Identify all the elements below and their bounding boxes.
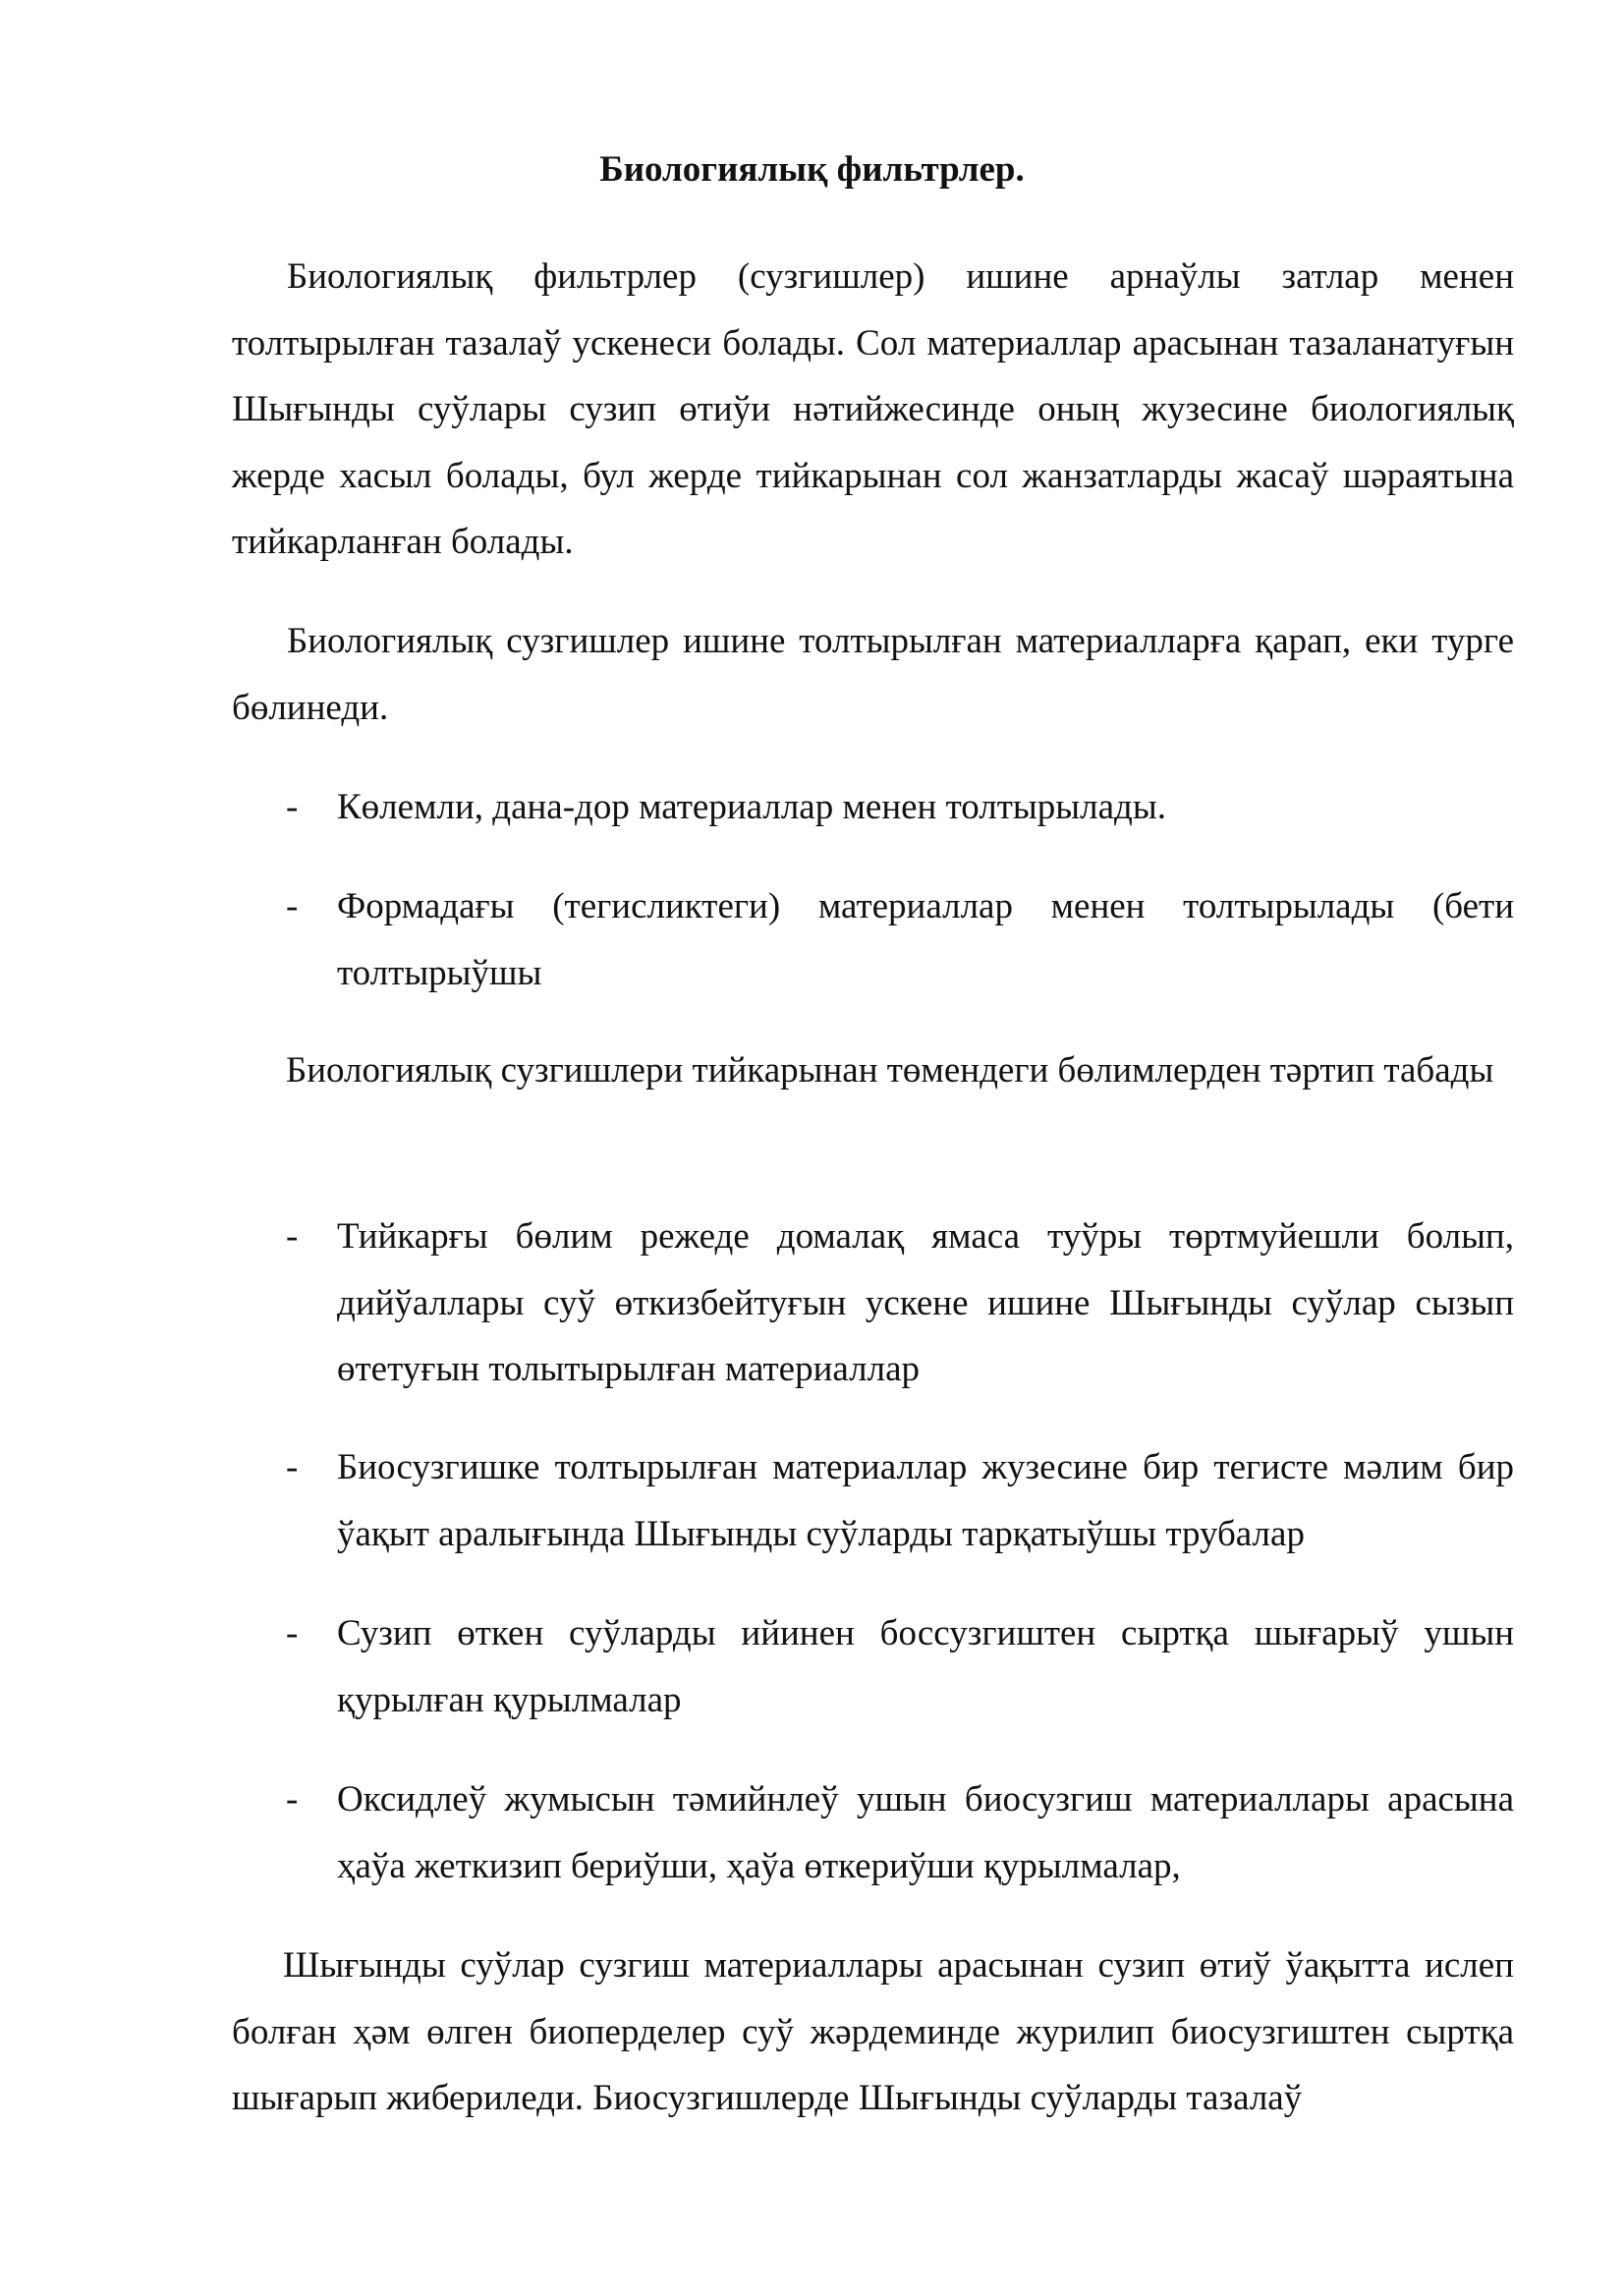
- list-item-text: Тийкарғы бөлим режеде домалақ ямаса туўры төртмуйешли болып, дийўаллары суў өткизбейтуғын ускене ишине Шығынды суўлар сызып өтетуғын толытырылған материаллар: [337, 1216, 1514, 1389]
- list-item-marker: -: [286, 1779, 299, 1820]
- paragraph-components-intro: Биологиялық сузгишлери тийкарынан төмендеги бөлимлерден тәртип табады: [286, 1050, 1494, 1091]
- list-item-text: Оксидлеў жумысын тәмийнлеў ушын биосузгиш материаллары арасына ҳаўа жеткизип бериўши, ҳаўа өткериўши қурылмалар,: [337, 1779, 1514, 1886]
- list-item-marker: -: [286, 1447, 299, 1487]
- list-item-marker: -: [286, 787, 299, 827]
- list-item-text: Сузип өткен суўларды ийинен боссузгиштен сыртқа шығарыў ушын қурылған қурылмалар: [337, 1613, 1514, 1720]
- paragraph-intro: Биологиялық фильтрлер (сузгишлер) ишине арнаўлы затлар менен толтырылған тазалаў ускенеси болады. Сол материаллар арасынан тазаланатуғын Шығынды суўлары сузип өтиўи нәтийжесинде оның жузесине биологиялық жерде хасыл болады, бул жерде тийкарынан сол жанзатларды жасаў шәраятына тийкарланған болады.: [232, 256, 1514, 562]
- list-item: [286, 1434, 1514, 1567]
- list-item: [286, 1600, 1514, 1733]
- list-item: [286, 1766, 1514, 1899]
- list-item-marker: -: [286, 1613, 299, 1653]
- list-item-text: Биосузгишке толтырылған материаллар жузесине бир тегисте мәлим бир ўақыт аралығында Шығынды суўларды тарқатыўшы трубалар: [337, 1447, 1514, 1554]
- list-item: [286, 774, 1514, 841]
- list-item-text: Формадағы (тегисликтеги) материаллар менен толтырылады (бети толтырыўшы: [337, 886, 1514, 993]
- paragraph-classification: Биологиялық сузгишлер ишине толтырылған материалларға қарап, еки турге бөлинеди.: [232, 621, 1514, 728]
- paragraph-biofilm: Шығынды суўлар сузгиш материаллары арасынан сузип өтиў ўақытта ислеп болған ҳәм өлген биоперделер суў жәрдеминде журилип биосузгиштен сыртқа шығарып жибериледи. Биосузгишлерде Шығынды суўларды тазалаў: [232, 1945, 1514, 2118]
- list-item-marker: -: [286, 1216, 299, 1257]
- list-item: [286, 1204, 1514, 1403]
- list-item: [286, 873, 1514, 1006]
- list-item-text: Көлемли, дана-дор материаллар менен толтырылады.: [337, 787, 1166, 827]
- document-title: Биологиялық фильтрлер.: [599, 149, 1025, 190]
- list-item-marker: -: [286, 886, 299, 926]
